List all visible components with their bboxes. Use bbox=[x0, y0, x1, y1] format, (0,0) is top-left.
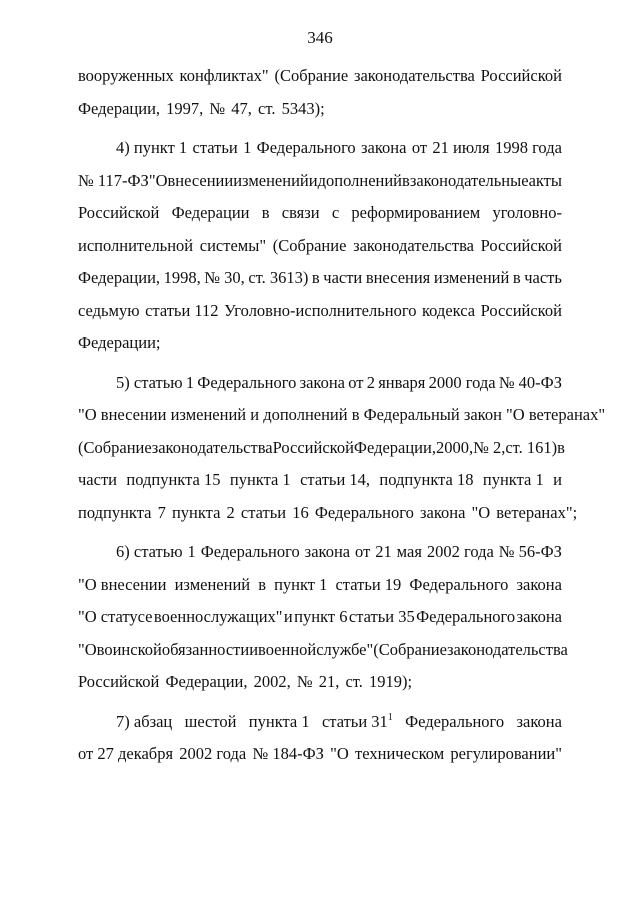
text-word: Федерального bbox=[197, 372, 297, 392]
text-word: и bbox=[249, 639, 259, 659]
text-word: 21 июля bbox=[432, 138, 490, 157]
text-word: техническом bbox=[355, 744, 445, 763]
text-word: закона bbox=[299, 372, 345, 392]
text-word: законодательства bbox=[446, 639, 568, 659]
text-line bbox=[78, 262, 562, 295]
paragraph-gap bbox=[78, 360, 562, 367]
text-word: подпункта 18 bbox=[379, 470, 474, 489]
text-word: закона bbox=[516, 711, 562, 731]
paragraph-p-5 bbox=[78, 367, 606, 530]
text-word: (Собрание bbox=[274, 66, 349, 85]
text-word: военнослужащих" bbox=[153, 607, 283, 626]
text-word: закона bbox=[516, 607, 562, 626]
text-word: № 117-ФЗ bbox=[78, 170, 149, 190]
text-word: 7) абзац bbox=[116, 711, 173, 731]
text-word: "О bbox=[78, 639, 97, 659]
text-word: статьи 112 bbox=[145, 300, 219, 320]
text-word: Федерального bbox=[405, 711, 505, 731]
text-word: от bbox=[348, 372, 364, 392]
text-word: изменений bbox=[433, 268, 510, 287]
text-line bbox=[78, 666, 562, 699]
paragraph-p-6 bbox=[78, 536, 568, 699]
text-word: от bbox=[355, 542, 371, 561]
text-word: Уголовно-исполнительного bbox=[224, 300, 417, 320]
text-word: статьи bbox=[192, 138, 238, 157]
text-word: системы" bbox=[199, 235, 267, 255]
text-line bbox=[78, 367, 562, 400]
text-word: внесения bbox=[365, 268, 431, 287]
text-word: пункт 6 bbox=[294, 607, 348, 626]
text-line bbox=[78, 132, 562, 165]
text-word: Федерации, 1997, № 47, ст. 5343); bbox=[78, 98, 325, 118]
text-word: Федерации, bbox=[78, 268, 161, 287]
text-word: ст. 161) bbox=[505, 437, 558, 457]
paragraph-gap bbox=[78, 125, 562, 132]
text-line bbox=[78, 432, 565, 465]
document-body bbox=[78, 60, 606, 771]
text-word: 1 bbox=[187, 542, 196, 561]
text-word: Федерации, bbox=[353, 437, 436, 457]
text-word: подпункта 15 bbox=[126, 470, 221, 489]
text-line bbox=[78, 295, 562, 328]
text-word: Федерального bbox=[256, 138, 356, 157]
text-word: в bbox=[258, 574, 266, 594]
text-word: 1 bbox=[185, 372, 195, 392]
text-word: (Собрание bbox=[272, 235, 347, 255]
text-word: Российской bbox=[480, 66, 562, 85]
text-word: статьи 35 bbox=[348, 607, 415, 626]
paragraph-p-continuation bbox=[78, 60, 562, 125]
text-word: 21 bbox=[375, 542, 392, 561]
text-word: № 184-ФЗ bbox=[252, 744, 324, 763]
text-word: статьи 19 bbox=[335, 574, 402, 594]
text-word: Российской Федерации, 2002, № 21, ст. 1919); bbox=[78, 672, 413, 691]
text-word: военной bbox=[258, 639, 317, 659]
text-word: и bbox=[283, 607, 293, 626]
text-word: обязанности bbox=[161, 639, 250, 659]
text-word: закона bbox=[304, 542, 351, 561]
text-word: уголовно- bbox=[492, 203, 562, 222]
text-word: пункта 1 bbox=[229, 470, 291, 489]
text-word: 4) пункт 1 bbox=[116, 138, 188, 157]
text-word: № 2, bbox=[473, 437, 506, 457]
text-word: "О статусе bbox=[78, 607, 153, 626]
text-word: исполнительной bbox=[78, 235, 194, 255]
text-word: закона bbox=[516, 574, 562, 594]
text-word: 6) статью bbox=[116, 542, 183, 561]
text-line bbox=[78, 536, 562, 569]
text-word: в bbox=[402, 170, 410, 190]
superscript: 1 bbox=[387, 711, 393, 723]
page-number: 346 bbox=[307, 28, 333, 47]
text-line bbox=[78, 706, 562, 739]
text-word: службе" bbox=[316, 639, 374, 659]
text-line bbox=[78, 601, 562, 634]
text-word: пункта 1 bbox=[248, 711, 310, 731]
text-word: от 27 декабря bbox=[78, 744, 174, 763]
text-word: вооруженных bbox=[78, 66, 174, 85]
text-word: законодательства bbox=[353, 66, 475, 85]
text-word: Российской bbox=[78, 203, 160, 222]
text-word: конфликтах" bbox=[179, 66, 269, 85]
text-word: (Собрание bbox=[373, 639, 447, 659]
text-word: статьи $31^1$ bbox=[321, 711, 393, 731]
text-word: Российской bbox=[480, 300, 562, 320]
text-word: января bbox=[378, 372, 426, 392]
text-word: в bbox=[261, 203, 270, 222]
text-line bbox=[78, 93, 562, 126]
text-word: внесении bbox=[167, 170, 234, 190]
text-word: мая bbox=[396, 542, 422, 561]
text-word: статьи 14, bbox=[300, 470, 371, 489]
text-word: подпункта 7 пункта 2 статьи 16 Федерального закона "О ветеранах"; bbox=[78, 502, 578, 522]
text-word: Российской bbox=[272, 437, 354, 457]
text-word: "О bbox=[148, 170, 168, 190]
text-line bbox=[78, 165, 562, 198]
text-word: реформированием bbox=[351, 203, 481, 222]
text-word: законодательства bbox=[151, 437, 273, 457]
text-line bbox=[78, 399, 606, 432]
text-word: 2000, bbox=[435, 437, 474, 457]
text-word: 1998 года bbox=[494, 138, 562, 157]
text-word: с bbox=[331, 203, 340, 222]
text-word: части bbox=[323, 268, 363, 287]
text-word: пункта 1 bbox=[482, 470, 544, 489]
text-word: 1 bbox=[243, 138, 252, 157]
text-line bbox=[78, 569, 562, 602]
text-word: шестой bbox=[184, 711, 237, 731]
text-word: акты bbox=[528, 170, 562, 190]
text-word: № 40-ФЗ bbox=[498, 372, 562, 392]
text-word: часть bbox=[524, 268, 562, 287]
text-word: закона bbox=[361, 138, 407, 157]
text-line bbox=[78, 327, 562, 360]
text-word: № 30, bbox=[204, 268, 245, 287]
paragraph-gap bbox=[78, 529, 562, 536]
text-word: и bbox=[553, 470, 562, 489]
text-word: законодательства bbox=[353, 235, 474, 255]
text-word: Федерального bbox=[200, 542, 300, 561]
text-word: 2000 года bbox=[428, 372, 496, 392]
text-line bbox=[78, 464, 562, 497]
text-word: № 56-ФЗ bbox=[498, 542, 562, 561]
text-word: от bbox=[411, 138, 428, 157]
text-word: и bbox=[308, 170, 318, 190]
text-word: 2 bbox=[366, 372, 375, 392]
text-word: 2002 года bbox=[426, 542, 494, 561]
text-word: Федерации; bbox=[78, 333, 161, 352]
text-word: Федерального bbox=[416, 607, 516, 626]
text-word: воинской bbox=[96, 639, 162, 659]
paragraph-gap bbox=[78, 699, 562, 706]
paragraph-p-7 bbox=[78, 706, 562, 771]
text-line bbox=[78, 497, 578, 530]
text-line bbox=[78, 60, 562, 93]
text-word: "О внесении изменений и дополнений в Федеральный закон "О ветеранах" bbox=[78, 405, 606, 424]
text-word: пункт 1 bbox=[274, 574, 328, 594]
text-word: изменений bbox=[233, 170, 309, 190]
text-word: Федерального bbox=[409, 574, 509, 594]
text-word: дополнений bbox=[317, 170, 403, 190]
text-line bbox=[78, 738, 562, 771]
text-word: "О внесении bbox=[78, 574, 167, 594]
text-word: в bbox=[512, 268, 521, 287]
text-line bbox=[78, 197, 562, 230]
text-word: в bbox=[311, 268, 320, 287]
text-word: Федерации bbox=[171, 203, 250, 222]
text-word: законодательные bbox=[409, 170, 529, 190]
text-word: в bbox=[557, 437, 565, 457]
text-line bbox=[78, 230, 562, 263]
text-word: кодекса bbox=[421, 300, 476, 320]
text-word: связи bbox=[281, 203, 320, 222]
text-word: части bbox=[78, 470, 117, 489]
text-word: "О bbox=[330, 744, 349, 763]
text-word: изменений bbox=[174, 574, 251, 594]
text-word: 2002 года bbox=[179, 744, 247, 763]
paragraph-p-4 bbox=[78, 132, 562, 360]
text-line bbox=[78, 634, 568, 667]
text-word: регулировании" bbox=[450, 744, 562, 763]
text-word: седьмую bbox=[78, 300, 140, 320]
text-word: 1998, bbox=[163, 268, 201, 287]
text-word: (Собрание bbox=[78, 437, 152, 457]
text-word: 5) статью bbox=[116, 372, 183, 392]
text-word: Российской bbox=[480, 235, 562, 255]
text-word: ст. 3613) bbox=[248, 268, 309, 287]
